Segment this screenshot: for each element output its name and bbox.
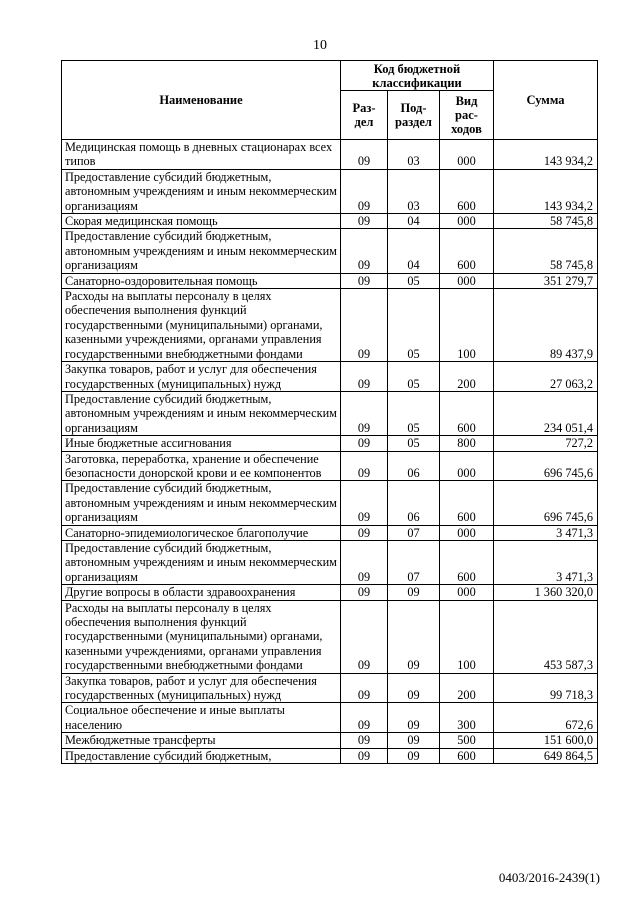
table-row [62, 362, 598, 392]
row-sum: 649 864,5 [494, 748, 598, 763]
table-row [62, 391, 598, 435]
row-sum: 453 587,3 [494, 600, 598, 673]
table-row [62, 140, 598, 170]
table-row [62, 585, 598, 600]
row-sum: 696 745,6 [494, 451, 598, 481]
row-vid: 300 [440, 703, 494, 733]
row-vid: 000 [440, 140, 494, 170]
row-podrazdel: 06 [388, 451, 440, 481]
row-sum: 27 063,2 [494, 362, 598, 392]
row-vid: 100 [440, 600, 494, 673]
row-podrazdel: 03 [388, 140, 440, 170]
row-vid: 200 [440, 673, 494, 703]
header-vid: Вид рас- ходов [440, 91, 494, 140]
row-name: Социальное обеспечение и иные выплаты населению [62, 703, 341, 733]
row-podrazdel: 09 [388, 673, 440, 703]
page-number: 10 [313, 38, 327, 53]
row-razdel: 09 [341, 733, 388, 748]
row-razdel: 09 [341, 600, 388, 673]
row-razdel: 09 [341, 481, 388, 525]
row-podrazdel: 04 [388, 229, 440, 273]
row-name: Предоставление субсидий бюджетным, автономным учреждениям и иным некоммерческим организациям [62, 229, 341, 273]
row-podrazdel: 06 [388, 481, 440, 525]
table-row [62, 600, 598, 673]
row-podrazdel: 05 [388, 289, 440, 362]
row-name: Санаторно-оздоровительная помощь [62, 273, 341, 288]
row-podrazdel: 09 [388, 733, 440, 748]
row-vid: 000 [440, 451, 494, 481]
row-razdel: 09 [341, 540, 388, 584]
table-row [62, 451, 598, 481]
row-podrazdel: 07 [388, 525, 440, 540]
row-razdel: 09 [341, 391, 388, 435]
row-vid: 200 [440, 362, 494, 392]
row-razdel: 09 [341, 525, 388, 540]
row-razdel: 09 [341, 748, 388, 763]
row-vid: 600 [440, 481, 494, 525]
table-row [62, 481, 598, 525]
row-vid: 500 [440, 733, 494, 748]
row-razdel: 09 [341, 362, 388, 392]
row-sum: 672,6 [494, 703, 598, 733]
row-razdel: 09 [341, 703, 388, 733]
header-row-1 [62, 61, 598, 91]
row-sum: 143 934,2 [494, 169, 598, 213]
row-vid: 000 [440, 525, 494, 540]
row-razdel: 09 [341, 451, 388, 481]
row-name: Предоставление субсидий бюджетным, автономным учреждениям и иным некоммерческим организациям [62, 540, 341, 584]
row-name: Расходы на выплаты персоналу в целях обеспечения выполнения функций государственными (муниципальными) органами, казенными учреждениями, органами управления государственными внебюджетными фондами [62, 600, 341, 673]
row-podrazdel: 09 [388, 748, 440, 763]
row-vid: 600 [440, 169, 494, 213]
row-podrazdel: 07 [388, 540, 440, 584]
row-name: Предоставление субсидий бюджетным, автономным учреждениям и иным некоммерческим организациям [62, 391, 341, 435]
row-sum: 727,2 [494, 436, 598, 451]
row-sum: 58 745,8 [494, 214, 598, 229]
row-name: Иные бюджетные ассигнования [62, 436, 341, 451]
row-razdel: 09 [341, 169, 388, 213]
row-name: Скорая медицинская помощь [62, 214, 341, 229]
table-row [62, 748, 598, 763]
row-name: Межбюджетные трансферты [62, 733, 341, 748]
table-row [62, 525, 598, 540]
row-sum: 3 471,3 [494, 540, 598, 584]
row-sum: 151 600,0 [494, 733, 598, 748]
row-sum: 99 718,3 [494, 673, 598, 703]
row-sum: 143 934,2 [494, 140, 598, 170]
row-vid: 100 [440, 289, 494, 362]
header-code-group: Код бюджетной классификации [341, 61, 494, 91]
row-name: Санаторно-эпидемиологическое благополучие [62, 525, 341, 540]
row-name: Закупка товаров, работ и услуг для обеспечения государственных (муниципальных) нужд [62, 362, 341, 392]
budget-table [61, 60, 598, 764]
row-vid: 600 [440, 391, 494, 435]
table-row [62, 289, 598, 362]
row-razdel: 09 [341, 140, 388, 170]
row-razdel: 09 [341, 273, 388, 288]
row-name: Другие вопросы в области здравоохранения [62, 585, 341, 600]
row-razdel: 09 [341, 585, 388, 600]
row-vid: 000 [440, 273, 494, 288]
row-podrazdel: 09 [388, 600, 440, 673]
row-sum: 351 279,7 [494, 273, 598, 288]
table-row [62, 214, 598, 229]
row-sum: 58 745,8 [494, 229, 598, 273]
row-podrazdel: 05 [388, 391, 440, 435]
row-podrazdel: 09 [388, 585, 440, 600]
row-name: Закупка товаров, работ и услуг для обеспечения государственных (муниципальных) нужд [62, 673, 341, 703]
table-row [62, 436, 598, 451]
header-sum: Сумма [494, 61, 598, 140]
table-row [62, 703, 598, 733]
row-vid: 800 [440, 436, 494, 451]
row-podrazdel: 09 [388, 703, 440, 733]
row-name: Предоставление субсидий бюджетным, автономным учреждениям и иным некоммерческим организациям [62, 169, 341, 213]
row-name: Предоставление субсидий бюджетным, [62, 748, 341, 763]
row-sum: 1 360 320,0 [494, 585, 598, 600]
row-razdel: 09 [341, 289, 388, 362]
row-vid: 600 [440, 748, 494, 763]
row-name: Предоставление субсидий бюджетным, автономным учреждениям и иным некоммерческим организациям [62, 481, 341, 525]
row-sum: 696 745,6 [494, 481, 598, 525]
row-name: Медицинская помощь в дневных стационарах всех типов [62, 140, 341, 170]
table-row [62, 229, 598, 273]
header-podrazdel: Под- раздел [388, 91, 440, 140]
table-row [62, 733, 598, 748]
row-razdel: 09 [341, 229, 388, 273]
header-razdel: Раз- дел [341, 91, 388, 140]
document-code: 0403/2016-2439(1) [498, 870, 600, 885]
row-podrazdel: 05 [388, 436, 440, 451]
row-sum: 234 051,4 [494, 391, 598, 435]
row-razdel: 09 [341, 673, 388, 703]
table-body [62, 140, 598, 764]
table-row [62, 540, 598, 584]
row-vid: 600 [440, 229, 494, 273]
row-name: Расходы на выплаты персоналу в целях обеспечения выполнения функций государственными (муниципальными) органами, казенными учреждениями, органами управления государственными внебюджетными фондами [62, 289, 341, 362]
table-row [62, 273, 598, 288]
table-row [62, 673, 598, 703]
row-vid: 000 [440, 585, 494, 600]
row-vid: 000 [440, 214, 494, 229]
row-podrazdel: 05 [388, 273, 440, 288]
row-podrazdel: 03 [388, 169, 440, 213]
row-razdel: 09 [341, 214, 388, 229]
row-vid: 600 [440, 540, 494, 584]
row-podrazdel: 05 [388, 362, 440, 392]
row-podrazdel: 04 [388, 214, 440, 229]
row-name: Заготовка, переработка, хранение и обеспечение безопасности донорской крови и ее компонентов [62, 451, 341, 481]
row-sum: 89 437,9 [494, 289, 598, 362]
row-sum: 3 471,3 [494, 525, 598, 540]
header-name: Наименование [62, 61, 341, 140]
row-razdel: 09 [341, 436, 388, 451]
table-row [62, 169, 598, 213]
